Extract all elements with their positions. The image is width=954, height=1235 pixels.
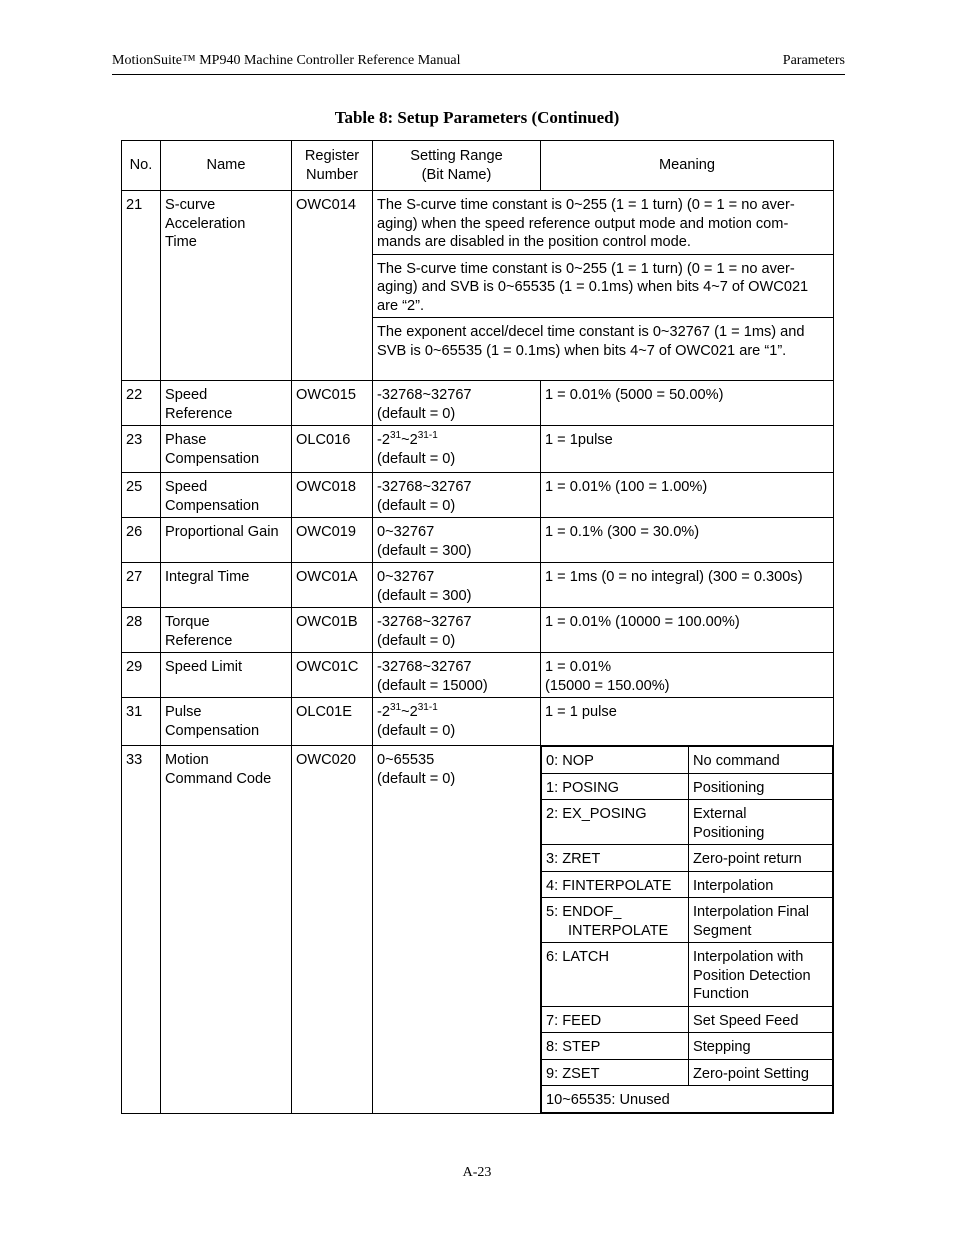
setting-range: 0~32767 (default = 300) xyxy=(373,518,541,563)
param-no: 26 xyxy=(122,518,161,563)
table-row xyxy=(122,746,834,1114)
command-description: No command xyxy=(689,747,833,774)
command-description: Zero-point return xyxy=(689,845,833,872)
column-header-register: Register Number xyxy=(292,141,373,191)
command-code: 7: FEED xyxy=(542,1006,689,1033)
param-name: Motion Command Code xyxy=(161,746,292,1114)
command-description: Interpolation with Position Detection Function xyxy=(689,943,833,1007)
param-no: 28 xyxy=(122,608,161,653)
meaning-cell: 1 = 0.01% (10000 = 100.00%) xyxy=(541,608,834,653)
table-row xyxy=(122,426,834,473)
table-row xyxy=(122,563,834,608)
register-number: OWC01C xyxy=(292,653,373,698)
column-header-setting-range: Setting Range (Bit Name) xyxy=(373,141,541,191)
meaning-cell: 1 = 1pulse xyxy=(541,426,834,473)
command-code: 0: NOP xyxy=(542,747,689,774)
command-description: Interpolation xyxy=(689,871,833,898)
unused-range: 10~65535: Unused xyxy=(542,1086,833,1113)
command-code: 2: EX_POSING xyxy=(542,800,689,845)
register-number: OLC016 xyxy=(292,426,373,473)
command-description: Stepping xyxy=(689,1033,833,1060)
table-title: Table 8: Setup Parameters (Continued) xyxy=(334,108,620,127)
param-name: Phase Compensation xyxy=(161,426,292,473)
command-code-row xyxy=(542,1006,833,1033)
command-description: Interpolation Final Segment xyxy=(689,898,833,943)
register-number: OWC018 xyxy=(292,473,373,518)
command-code-row xyxy=(542,845,833,872)
param-name: Proportional Gain xyxy=(161,518,292,563)
command-code-row xyxy=(542,773,833,800)
param-name: Torque Reference xyxy=(161,608,292,653)
command-code-row xyxy=(542,871,833,898)
param-name: Speed Compensation xyxy=(161,473,292,518)
meaning-cell: 1 = 1ms (0 = no integral) (300 = 0.300s) xyxy=(541,563,834,608)
table-row xyxy=(122,381,834,426)
command-code: 9: ZSET xyxy=(542,1059,689,1086)
setup-parameters-table xyxy=(121,140,834,1114)
register-number: OWC020 xyxy=(292,746,373,1114)
setting-range: -32768~32767 (default = 0) xyxy=(373,473,541,518)
param-name: S-curve Acceleration Time xyxy=(161,191,292,381)
param-no: 27 xyxy=(122,563,161,608)
table-row xyxy=(122,518,834,563)
page-number: A-23 xyxy=(462,1165,492,1180)
register-number: OWC014 xyxy=(292,191,373,381)
param-name: Speed Limit xyxy=(161,653,292,698)
param-no: 22 xyxy=(122,381,161,426)
register-number: OWC019 xyxy=(292,518,373,563)
command-description: Set Speed Feed xyxy=(689,1006,833,1033)
column-header-meaning: Meaning xyxy=(541,141,834,191)
manual-title: MotionSuite™ MP940 Machine Controller Reference Manual xyxy=(112,53,461,68)
table-row xyxy=(122,698,834,746)
table-row xyxy=(122,653,834,698)
meaning-cell: 1 = 0.01% (15000 = 150.00%) xyxy=(541,653,834,698)
command-code: 5: ENDOF_ INTERPOLATE xyxy=(542,898,689,943)
setting-range: 0~65535 (default = 0) xyxy=(373,746,541,1114)
table-row xyxy=(122,473,834,518)
command-code-table xyxy=(541,746,833,1113)
register-number: OLC01E xyxy=(292,698,373,746)
note-cell: The S-curve time constant is 0~255 (1 = 1 turn) (0 = 1 = no aver-aging) and SVB is 0~65535 (1 = 0.1ms) when bits 4~7 of OWC021 are “2”. xyxy=(373,254,834,318)
command-code-row xyxy=(542,1086,833,1113)
param-no: 25 xyxy=(122,473,161,518)
table-row xyxy=(122,191,834,255)
meaning-cell: 1 = 0.01% (5000 = 50.00%) xyxy=(541,381,834,426)
param-no: 23 xyxy=(122,426,161,473)
section-name: Parameters xyxy=(782,53,845,68)
note-cell: The S-curve time constant is 0~255 (1 = 1 turn) (0 = 1 = no aver-aging) when the speed reference output mode and motion com-mands are disabled in the position control mode. xyxy=(373,191,834,255)
command-code: 1: POSING xyxy=(542,773,689,800)
param-name: Pulse Compensation xyxy=(161,698,292,746)
register-number: OWC01A xyxy=(292,563,373,608)
meaning-cell: 1 = 0.01% (100 = 1.00%) xyxy=(541,473,834,518)
command-code-row xyxy=(542,943,833,1007)
param-no: 29 xyxy=(122,653,161,698)
register-number: OWC01B xyxy=(292,608,373,653)
param-name: Speed Reference xyxy=(161,381,292,426)
motion-command-codes xyxy=(541,746,834,1114)
command-code: 8: STEP xyxy=(542,1033,689,1060)
table-row xyxy=(122,608,834,653)
command-description: External Positioning xyxy=(689,800,833,845)
table-header-row xyxy=(122,141,834,191)
column-header-name: Name xyxy=(161,141,292,191)
setting-range: -32768~32767 (default = 0) xyxy=(373,381,541,426)
note-cell: The exponent accel/decel time constant is 0~32767 (1 = 1ms) and SVB is 0~65535 (1 = 0.1ms) when bits 4~7 of OWC021 are “1”. xyxy=(373,318,834,381)
command-code-row xyxy=(542,747,833,774)
meaning-cell: 1 = 0.1% (300 = 30.0%) xyxy=(541,518,834,563)
meaning-cell: 1 = 1 pulse xyxy=(541,698,834,746)
command-code-row xyxy=(542,898,833,943)
register-number: OWC015 xyxy=(292,381,373,426)
param-name: Integral Time xyxy=(161,563,292,608)
param-no: 21 xyxy=(122,191,161,381)
column-header-no: No. xyxy=(122,141,161,191)
command-description: Zero-point Setting xyxy=(689,1059,833,1086)
setting-range: -32768~32767 (default = 0) xyxy=(373,608,541,653)
running-header xyxy=(112,52,845,75)
command-code: 4: FINTERPOLATE xyxy=(542,871,689,898)
setting-range: 0~32767 (default = 300) xyxy=(373,563,541,608)
command-code-row xyxy=(542,1033,833,1060)
command-code-row xyxy=(542,800,833,845)
command-code-row xyxy=(542,1059,833,1086)
setting-range: -32768~32767 (default = 15000) xyxy=(373,653,541,698)
setting-range: $-2^{31}\sim 2^{31-1}$ (default = 0) xyxy=(373,426,541,473)
command-code: 3: ZRET xyxy=(542,845,689,872)
command-description: Positioning xyxy=(689,773,833,800)
param-no: 33 xyxy=(122,746,161,1114)
setting-range: $-2^{31}\sim 2^{31-1}$ (default = 0) xyxy=(373,698,541,746)
command-code: 6: LATCH xyxy=(542,943,689,1007)
param-no: 31 xyxy=(122,698,161,746)
